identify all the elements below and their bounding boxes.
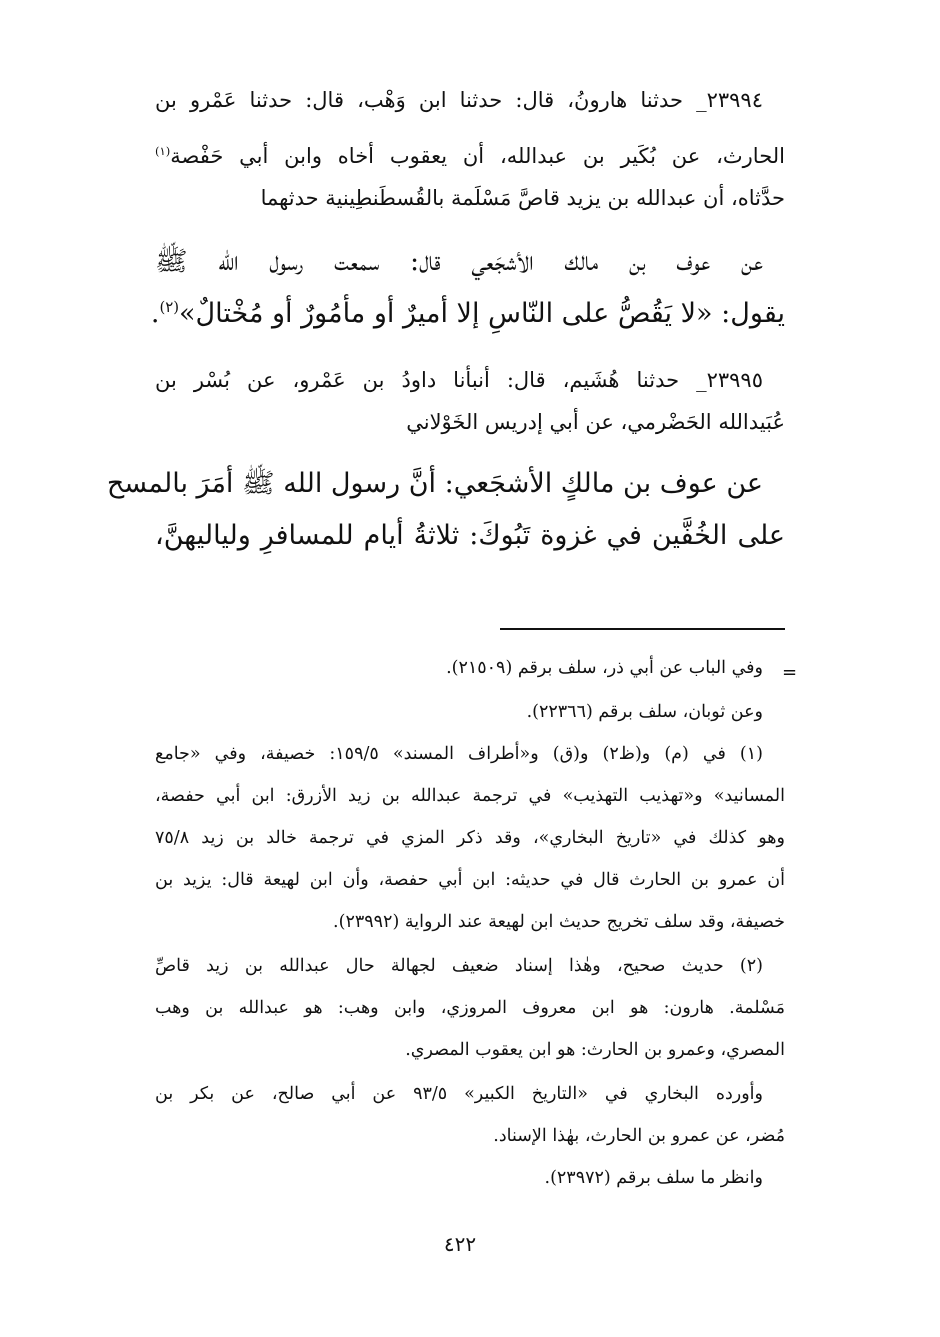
footnote-line-4: المسانيد» و«تهذيب التهذيب» في ترجمة عبدالله بن زيد الأزرق: ابن أبي حفصة،	[155, 786, 785, 806]
footnote-line-3: (١) في (م) و(ظ٢) و(ق) و«أطراف المسند» ١٥٩/٥: خصيفة، وفي «جامع	[155, 744, 763, 764]
footnote-line-12: مُضر، عن عمرو بن الحارث، بهٰذا الإسناد.	[493, 1126, 785, 1146]
hadith-23994-isnad-line-2-text: الحارث، عن بُكَير بن عبدالله، أن يعقوب أخاه وابن أبي حَفْصة	[170, 144, 785, 168]
hadith-23994-matn-line-2	[150, 298, 785, 329]
footnote-separator	[500, 628, 785, 630]
footnote-ref-2: (٢)	[159, 298, 180, 316]
footnote-line-2: وعن ثوبان، سلف برقم (٢٢٣٦٦).	[526, 702, 763, 722]
hadith-23995-matn-line-1: عن عوف بن مالكٍ الأشجَعي: أنَّ رسول الله ﷺ أمَرَ بالمسح	[106, 468, 763, 499]
footnote-line-13: وانظر ما سلف برقم (٢٣٩٧٢).	[544, 1168, 763, 1188]
hadith-23994-matn-end: .	[150, 298, 160, 329]
footnote-ref-1: (١)	[155, 144, 171, 158]
footnote-line-8: (٢) حديث صحيح، وهٰذا إسناد ضعيف لجهالة حال عبدالله بن زيد قاصِّ	[155, 956, 763, 976]
hadith-23994-isnad-line-2	[155, 144, 785, 168]
hadith-23995-isnad-line-2: عُبَيدالله الحَضْرمي، عن أبي إدريس الخَوْلاني	[406, 410, 785, 434]
page-number: ٤٢٢	[443, 1232, 477, 1256]
footnote-line-6: أن عمرو بن الحارث قال في حديثه: ابن أبي حفصة، وأن ابن لهيعة قال: يزيد بن	[155, 870, 785, 890]
continuation-mark: =	[782, 662, 798, 683]
hadith-23994-isnad-line-3: حدَّثاه، أن عبدالله بن يزيد قاصَّ مَسْلَمة بالقُسطَنطِينية حدثهما	[260, 186, 785, 210]
hadith-23995-matn-line-2: على الخُفَّين في غزوة تَبُوكَ: ثلاثةُ أيام للمسافرِ ولياليهنَّ،	[155, 520, 785, 551]
hadith-23994-matn-line-1: عن عوف بن مالك الأشجَعي قال: سمعت رسول الله ﷺ	[155, 246, 763, 277]
footnote-line-11: وأورده البخاري في «التاريخ الكبير» ٩٣/٥ عن أبي صالح، عن بكر بن	[155, 1084, 763, 1104]
footnote-line-5: وهو كذلك في «تاريخ البخاري»، وقد ذكر المزي في ترجمة خالد بن زيد ٧٥/٨	[155, 828, 785, 848]
footnote-line-1: وفي الباب عن أبي ذر، سلف برقم (٢١٥٠٩).	[446, 658, 763, 678]
footnote-line-10: المصري، وعمرو بن الحارث: هو ابن يعقوب المصري.	[405, 1040, 785, 1060]
footnote-line-9: مَسْلمة. هارون: هو ابن معروف المروزي، وابن وهب: هو عبدالله بن وهب	[155, 998, 785, 1018]
hadith-23994-matn-line-2-text: يقول: «لا يَقُصُّ على النّاسِ إلا أميرٌ أو مأمُورٌ أو مُخْتالٌ»	[179, 298, 785, 329]
hadith-23995-isnad-line-1: ٢٣٩٩٥_ حدثنا هُشَيم، قال: أنبأنا داودُ بن عَمْرو، عن بُسْر بن	[155, 368, 763, 392]
hadith-23994-isnad-line-1: ٢٣٩٩٤_ حدثنا هارونُ، قال: حدثنا ابن وَهْب، قال: حدثنا عَمْرو بن	[155, 88, 763, 112]
footnote-line-7: خصيفة، وقد سلف تخريج حديث ابن لهيعة عند الرواية (٢٣٩٩٢).	[333, 912, 785, 932]
